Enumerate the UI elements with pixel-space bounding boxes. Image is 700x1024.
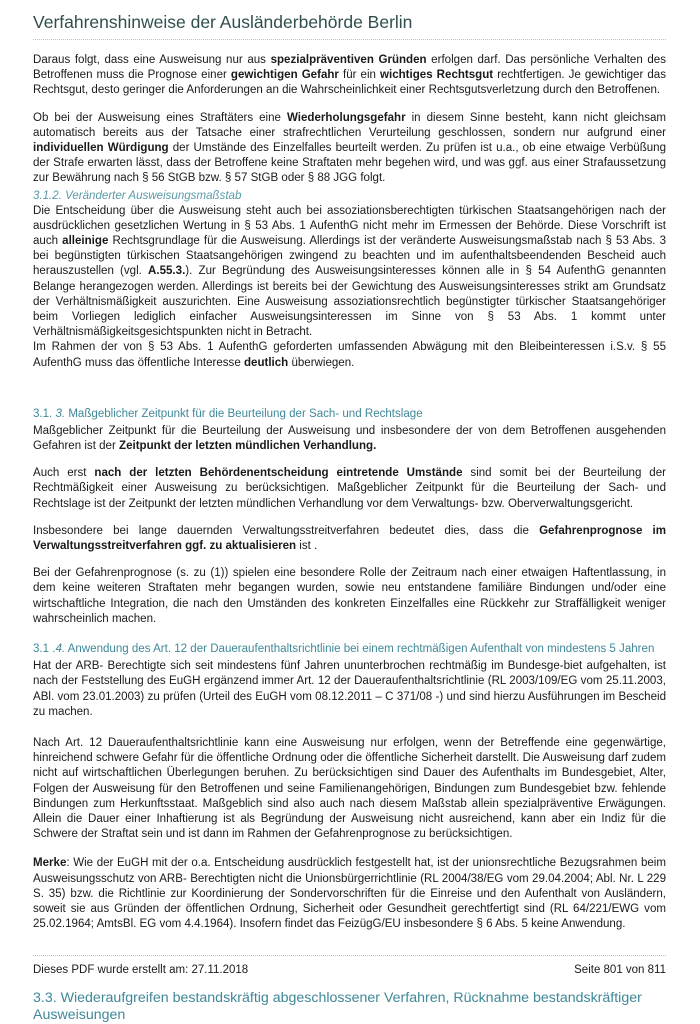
paragraph-haftentlassung: Bei der Gefahrenprognose (s. zu (1)) spielen eine besondere Rolle der Zeitraum nach einer etwaigen Haftentlassung, in dem keine weiteren Straftaten mehr begangen wurden, sowie neu entstandene familiäre Bindungen und/oder eine wirtschaftliche Integration, die nach den Umständen des konkreten Einzelfalles eine Rückkehr zur Straffälligkeit weniger wahrscheinlich machen. <box>33 567 666 625</box>
footer-divider <box>33 955 666 956</box>
paragraph-abwaegung: Im Rahmen der von § 53 Abs. 1 AufenthG geforderten umfassenden Abwägung mit den Bleibeinteressen i.S.v. § 55 AufenthG muss das öffentliche Interesse deutlich überwiegen. <box>33 341 666 369</box>
paragraph-umstaende: Auch erst nach der letzten Behördenentscheidung eintretende Umstände sind somit bei der Beurteilung der Rechtmäßigkeit einer Ausweisung zu berücksichtigen. Maßgeblicher Zeitpunkt für die Beurteilung der Sach- und Rechtslage ist der Zeitpunkt der letzten mündlichen Verhandlung vor dem Verwaltungs- bzw. Oberverwaltungsgericht. <box>33 467 666 510</box>
page-header-title: Verfahrenshinweise der Ausländerbehörde Berlin <box>33 12 666 40</box>
footer-created-date: Dieses PDF wurde erstellt am: 27.11.2018 <box>33 964 249 976</box>
paragraph-zeitpunkt: Maßgeblicher Zeitpunkt für die Beurteilung der Ausweisung und insbesondere der von dem Betroffenen ausgehenden Gefahren ist der Zeitpunkt der letzten mündlichen Verhandlung. <box>33 424 666 453</box>
paragraph-spezialpraevention: Daraus folgt, dass eine Ausweisung nur aus spezialpräventiven Gründen erfolgen darf. Das persönliche Verhalten des Betroffenen muss die Prognose einer gewichtigen Gefahr für ein wichtiges Rechtsgut rechtfertigen. Je gewichtiger das Rechtsgut, desto geringer die Anforderungen an die Wahrscheinlichkeit einer Rechtsgutsverletzung durch den Betroffenen. <box>33 54 666 97</box>
heading-3-3: 3.3. Wiederaufgreifen bestandskräftig abgeschlossener Verfahren, Rücknahme bestandskräftiger Ausweisungen <box>33 990 642 1024</box>
paragraph-ausweisungsmassstab: Die Entscheidung über die Ausweisung steht auch bei assoziationsberechtigten türkischen Staatsangehörigen nach der ausdrücklichen gesetzlichen Wertung in § 53 Abs. 1 AufenthG nicht mehr im Ermessen der Behörde. Diese Vorschrift ist auch alleinige Rechtsgrundlage für die Ausweisung. Allerdings ist der veränderte Ausweisungsmaßstab nach § 53 Abs. 3 bei begünstigten türkischen Staatsangehörigen zwingend zu beachten und im aufenthaltsbeendenden Bescheid auch herauszustellen (vgl. A.55.3.). Zur Begründung des Ausweisungsinteresses können alle in § 54 AufenthG genannten Belange herangezogen werden. Allerdings ist bereits bei der Gewichtung des Ausweisungsinteresses strikt am Grundsatz der Verhältnismäßigkeit auszurichten. Eine Ausweisung assoziationsrechtlich begünstigter türkischer Staatsangehöriger beim Vorliegen lediglich einfacher Ausweisungsinteressen im Sinne von § 53 Abs. 1 kommt unter Verhältnismäßigkeitsgesichtspunkten nicht in Betracht. <box>33 204 666 339</box>
paragraph-merke: Merke: Wie der EuGH mit der o.a. Entscheidung ausdrücklich festgestellt hat, ist der unionsrechtliche Bezugsrahmen beim Ausweisungsschutz von ARB- Berechtigten nicht die Unionsbürgerrichtlinie (RL 2004/38/EG vom 29.04.2004; Abl. Nr. L 229 S. 35) bzw. die Richtlinie zur Koordinierung der Sondervorschriften für die Einreise und den Aufenthalt von Ausländern, soweit sie aus Gründen der öffentlichen Ordnung, Sicherheit oder Gesundheit gerechtfertigt sind (RL 64/221/EWG vom 25.02.1964; AmtsBl. EG vom 4.4.1964). Insofern findet das FeizügG/EU insbesondere § 6 Abs. 5 keine Anwendung. <box>33 857 666 931</box>
footer-page-number: Seite 801 von 811 <box>574 964 666 976</box>
paragraph-gefahrenprognose: Insbesondere bei lange dauernden Verwaltungsstreitverfahren bedeutet dies, dass die Gefahrenprognose im Verwaltungsstreitverfahren ggf. zu aktualisieren ist . <box>33 524 667 553</box>
document-body <box>33 53 666 1024</box>
page-footer <box>33 964 666 976</box>
heading-3-1-3: 3.1. 3. Maßgeblicher Zeitpunkt für die Beurteilung der Sach- und Rechtslage <box>33 407 423 420</box>
document-page <box>33 0 667 1024</box>
paragraph-arb-berechtigte: Hat der ARB- Berechtigte sich seit mindestens fünf Jahren ununterbrochen rechtmäßig im Bundesge-biet aufgehalten, ist nach der Feststellung des EuGH ergänzend immer Art. 12 der Daueraufenthaltsrichtlinie (RL 2003/109/EG vom 25.11.2003, ABl. vom 23.01.2003) zu prüfen (Urteil des EuGH vom 08.12.2011 – C 371/08 -) und sind hierzu Ausführungen im Bescheid zu machen. <box>33 660 666 718</box>
paragraph-wiederholungsgefahr: Ob bei der Ausweisung eines Straftäters eine Wiederholungsgefahr in diesem Sinne besteht, kann nicht gleichsam automatisch bereits aus der Tatsache einer strafrechtlichen Verurteilung geschlossen, sondern nur aufgrund einer individuellen Würdigung der Umstände des Einzelfalles beurteilt werden. Zu prüfen ist u.a., ob eine etwaige Verbüßung der Strafe erwarten lässt, dass der Betroffene keine Straftaten mehr begehen wird, und was ggf. aus einer Strafaussetzung zur Bewährung nach § 56 StGB bzw. § 57 StGB oder § 88 JGG folgt. <box>33 111 667 185</box>
heading-3-1-4: 3.1 .4. Anwendung des Art. 12 der Daueraufenthaltsrichtlinie bei einem rechtmäßigen Aufenthalt von mindestens 5 Jahren <box>33 643 655 656</box>
heading-3-1-2: 3.1.2. Veränderter Ausweisungsmaßstab <box>33 189 242 202</box>
paragraph-art-12: Nach Art. 12 Daueraufenthaltsrichtlinie kann eine Ausweisung nur erfolgen, wenn der Betreffende eine gegenwärtige, hinreichend schwere Gefahr für die öffentliche Ordnung oder die öffentliche Sicherheit darstellt. Die Ausweisung darf zudem nicht auf wirtschaftlichen Überlegungen beruhen. Zu berücksichtigen sind Dauer des Aufenthalts im Bundesgebiet, Alter, Folgen der Ausweisung für den Betroffenen und seine Familienangehörigen, Bindungen zum Bundesgebiet bzw. fehlende Bindungen zum Herkunftsstaat. Maßgeblich sind also auch nach diesem Maßstab allein spezialpräventive Erwägungen. Allein die Dauer einer Inhaftierung ist als Begründung der Ausweisung nicht ausreichend, kann aber ein Indiz für die Schwere der Straftat sein und ist dann im Rahmen der Gefahrenprognose zu berücksichtigen. <box>33 736 666 841</box>
